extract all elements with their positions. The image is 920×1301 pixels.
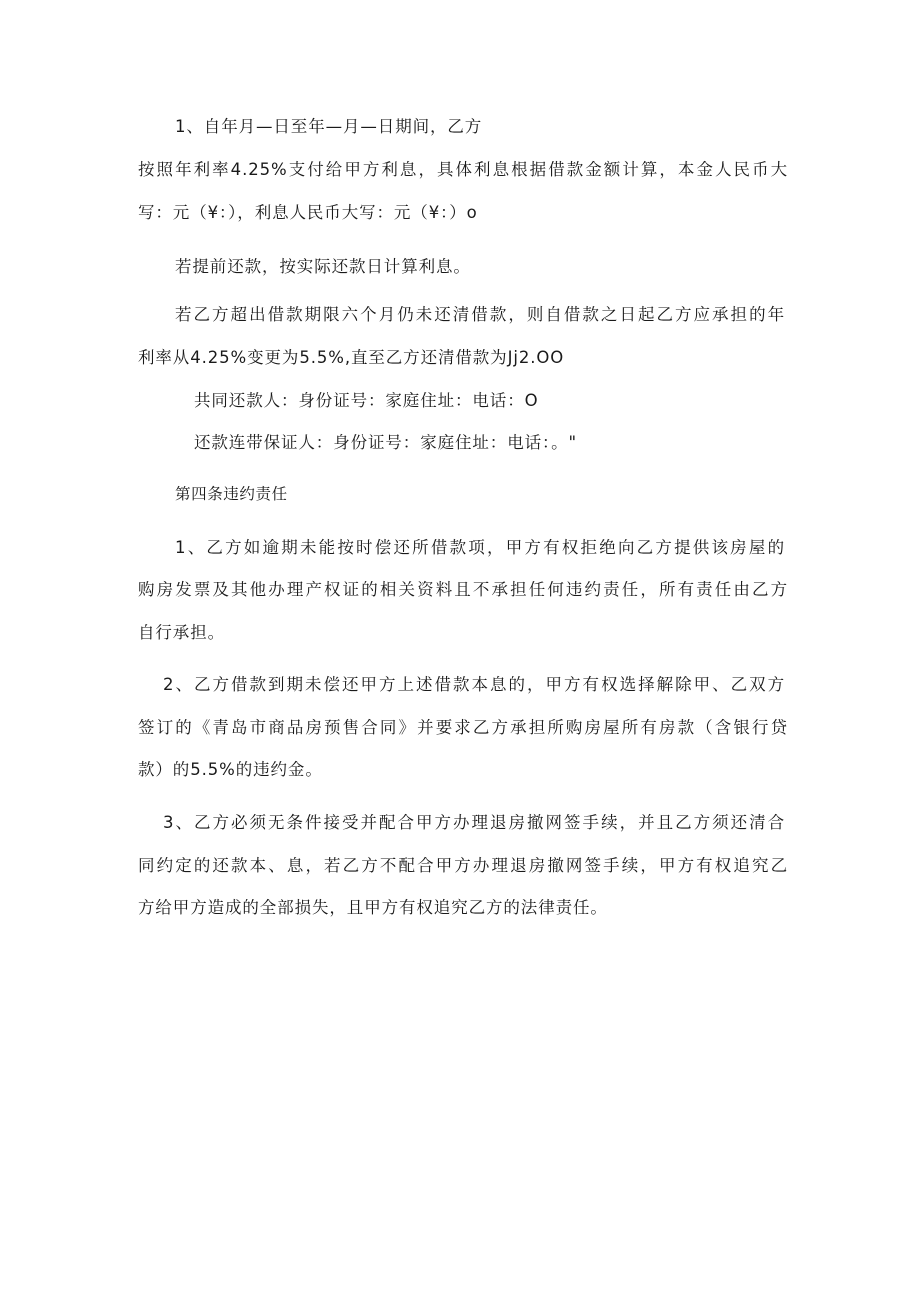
text-line: 利率从4.25%变更为5.5%,直至乙方还清借款为Jj2.OO <box>138 348 565 367</box>
text-line: 方给甲方造成的全部损失，且甲方有权追究乙方的法律责任。 <box>138 898 608 917</box>
text-line: 写：元（¥：），利息人民币大写：元（¥：）o <box>138 203 478 222</box>
text-line: 购房发票及其他办理产权证的相关资料且不承担任何违约责任，所有责任由乙方 <box>138 580 788 599</box>
text-line: 自行承担。 <box>138 623 225 642</box>
text-line: 3、乙方必须无条件接受并配合甲方办理退房撤网签手续，并且乙方须还清合 <box>163 813 785 832</box>
text-line: 2、乙方借款到期未偿还甲方上述借款本息的，甲方有权选择解除甲、乙双方 <box>163 675 785 694</box>
text-line: 若乙方超出借款期限六个月仍未还清借款，则自借款之日起乙方应承担的年 <box>175 305 785 324</box>
text-line: 签订的《青岛市商品房预售合同》并要求乙方承担所购房屋所有房款（含银行贷 <box>138 718 788 737</box>
text-line: 1、乙方如逾期未能按时偿还所借款项，甲方有权拒绝向乙方提供该房屋的 <box>175 538 785 557</box>
text-line: 同约定的还款本、息，若乙方不配合甲方办理退房撤网签手续，甲方有权追究乙 <box>138 856 788 875</box>
text-line: 共同还款人：身份证号：家庭住址：电话：O <box>194 391 539 410</box>
text-line: 还款连带保证人：身份证号：家庭住址：电话：。" <box>194 433 578 452</box>
text-line: 若提前还款，按实际还款日计算利息。 <box>175 257 471 276</box>
text-line: 款）的5.5%的违约金。 <box>138 760 323 779</box>
text-line: 按照年利率4.25%支付给甲方利息，具体利息根据借款金额计算，本金人民币大 <box>138 160 788 179</box>
section-heading: 第四条违约责任 <box>175 485 288 503</box>
text-line: 1、自年月—日至年—月—日期间，乙方 <box>175 117 483 136</box>
